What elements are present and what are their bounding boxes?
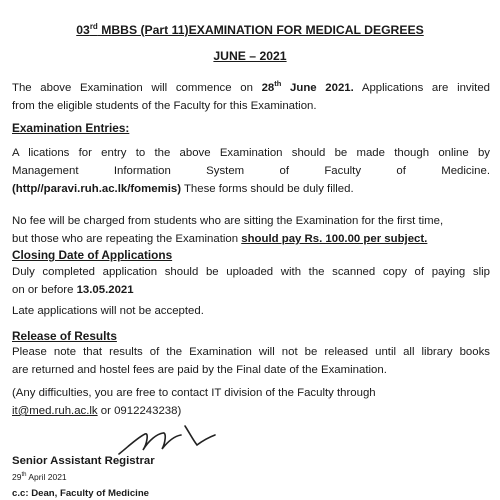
fees-paragraph: No fee will be charged from students who are sitting the Examination for the first time, but those who are repeating the Examination should pay Rs. 100.00 per subject. — [12, 215, 444, 245]
document-subtitle: JUNE – 2021 — [213, 49, 287, 63]
late-notice: Late applications will not be accepted. — [12, 305, 204, 317]
signature-date: 29th April 2021 — [12, 472, 67, 482]
entries-heading: Examination Entries: — [12, 121, 130, 135]
fomemis-link[interactable]: (http//paravi.ruh.ac.lk/fomemis) — [12, 183, 181, 195]
signatory-title: Senior Assistant Registrar — [12, 455, 155, 467]
contact-paragraph: (Any difficulties, you are free to contact IT division of the Faculty through it@med.ruh.ac.lk or 0912243238) — [12, 387, 376, 417]
contact-email-link[interactable]: it@med.ruh.ac.lk — [12, 405, 98, 417]
cc-line: c.c: Dean, Faculty of Medicine — [12, 488, 150, 499]
release-paragraph: Please note that results of the Examination will not be released until all library books are returned and hostel fees are paid by the Final date of the Examination. — [12, 346, 490, 376]
document-title: 03rd MBBS (Part 11)EXAMINATION FOR MEDICAL DEGREES — [76, 22, 424, 38]
closing-heading: Closing Date of Applications — [12, 248, 173, 262]
release-heading: Release of Results — [12, 329, 117, 343]
entries-paragraph: A lications for entry to the above Examination should be made though online by Management Information System of Faculty of Medicine. (http//paravi.ruh.ac.lk/fomemis) These forms should be duly filled. — [12, 147, 490, 195]
intro-paragraph: The above Examination will commence on 28th June 2021. Applications are invited from the eligible students of the Faculty for this Examination. — [12, 79, 490, 112]
closing-paragraph: Duly completed application should be uploaded with the scanned copy of paying slip on or before 13.05.2021 — [12, 266, 490, 296]
